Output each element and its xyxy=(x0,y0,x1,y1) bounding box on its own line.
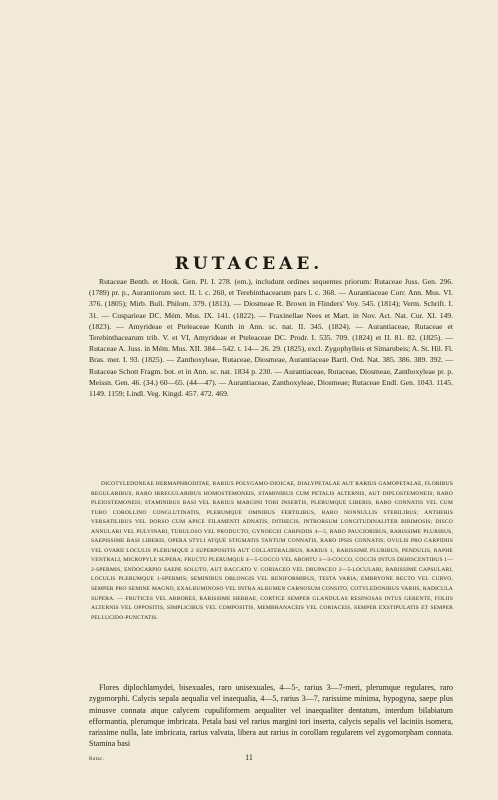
page-number: 11 xyxy=(245,753,253,762)
family-title: RUTACEAE. xyxy=(174,254,324,274)
synonymy-paragraph: Rutaceae Benth. et Hook. Gen. Pl. I. 278. (em.), includunt ordines sequentes priorum: Rutaceae Juss. Gen. 296. (1789) pr. p., Aurantiorum sect. II. l. c. 260, et Terebinthacearum pars l. c. 368. — Aurantiaceae Corr. Ann. Mus. VI. 376. (1805); Mirb. Bull. Philom. 379. (1813). — Diosmeae R. Brown in Flinders' Voy. 545. (1814); Verm. Schrift. I. 31. — Cusparieae DC. Mém. Mus. IX. 141. (1822). — Fraxinellae Nees et Mart. in Nov. Act. Nat. Cur. XI. 149. (1823). — Amyrideae et Pteleaceae Kunth in Ann. sc. nat. II. 345. (1824). — Aurantiaceae, Rutaceae et Terebinthacearum trib. V. et VI, Amyrideae et Pteleaceae DC. Prodr. I. 535. 709. (1824) et II. 81. 82. (1825). — Rutaceae A. Juss. in Mém. Mus. XII. 384—542. t. 14— 26. 29. (1825), excl. Zygophylleis et Simarubeis; A. St. Hil. Fl. Bras. mer. I. 93. (1825). — Zanthoxyleae, Rutaceae, Diosmeae, Aurantiaceae Bartl. Ord. Nat. 385. 386. 389. 392. — Rutaceae Schott Fragm. bot. et in Ann. sc. nat. 1834 p. 230. — Aurantiaceae, Rutaceae, Diosmeae, Zanthoxyleae pr. p. Meissn. Gen. 46. (34.) 60—65. (44—47). — Aurantiaceae, Zanthoxyleae, Diosmeae; Rutaceae Endl. Gen. 1043. 1145. 1149. 1159; Lindl. Veg. Kingd. 457. 472. 469. xyxy=(89,277,453,399)
body-paragraph: Flores diplochlamydei, bisexuales, raro unisexuales, 4—5-, rarius 3—7-meri, plerumque regulares, raro zygomorphi. Calycis sepala aequalia vel inaequalia, 4—5, rarius 3—7, rarissime minima, hypogyna, saepe plus minusve connata atque calycem cupuliformem aequaliter vel inaequaliter dentatum, interdum bilabiatum efformantia, plerumque imbricata. Petala basi vel rarius margini tori inserta, calycis sepalis vel laciniis isomera, rarissime nulla, late imbricata, rarius valvata, libera aut rarius in corollam regularem vel zygomorpham connata. Stamina basi xyxy=(89,683,453,749)
signature-mark: Rutac. xyxy=(89,757,105,762)
family-description: DICOTYLEDONEAE HERMAPHRODITAE, RARIUS POLYGAMO-DIOICAE, DIALYPETALAE AUT RARIUS GAMOPETALAE, FLORIBUS REGULARIBUS, RARO IRREGULARIBUS HOMOSTEMONEIS, STAMINIBUS CUM PETALIS ALTERNIS, AUT DIPLOSTEMONEIS; RARO PLEIOSTEMONEIS; STAMINIBUS BASI VEL RARIUS MARGINI TORI INSERTIS, PLERUMQUE LIBERIS, RARO CONNATIS VEL CUM TUBO COROLLINO CONGLUTINATIS, PLERUMQUE OMNIBUS FERTILIBUS, RARO NONNULLIS STERILIBUS; ANTHERIS VERSATILIBUS VEL DORSO CUM APICE FILAMENTI ADNATIS, DITHECIS, INTRORSUM LONGITUDINALITER BIRIMOSIS; DISCO ANNULARI VEL PULVINARI, TUBULOSO VEL PRODUCTO; GYNOECEI CARPIDIIS 4—5, RARO PAUCIORIBUS, RARISSIME PLURIBUS, SAEPISSIME BASI LIBERIS, OPERA STYLI ATQUE STIGMATIS TANTUM CONNATIS, RARO IPSIS CONNATIS; OVULIS PRO CARPIDIIS VEL OVARII LOCULIS PLERUMQUE 2 SUPERPOSITIS AUT COLLATERALIBUS, RARIUS 1, RARISSIME PLURIBUS, PENDULIS, RAPHE VENTRALI, MICROPYLE SUPERA; FRUCTU PLERUMQUE 4—5-COCCO VEL ABORTU 1—3-COCCO, COCCIS INTUS DEHISCENTIBUS 1—2-SPERMIS, ENDOCARPIO SAEPE SOLUTO, AUT BACCATO V. CORIACEO VEL DRUPACEO 2—5-LOCULARI, RARISSIME CAPSULARI, LOCULIS PLERUMQUE 1-SPERMIS; SEMINIBUS OBLONGIS VEL RENIFORMIBUS, TESTA VARIA; EMBRYONE RECTO VEL CURVO, SEMPER PRO SEMINE MAGNO, EXALBUMINOSO VEL INTRA ALBUMEN CARNOSUM CONSITO, COTYLEDONIBUS VARIIS, RADICULA SUPERA. — FRUTICES VEL ARBORES, RARISSIME HERBAE, CORTICE SEMPER GLANDULAS RESINOSAS INTUS GERENTE, FOLIIS ALTERNIS VEL OPPOSITIS, SIMPLICIBUS VEL COMPOSITIS, MEMBRANACEIS VEL CORIACEIS, SEMPER EXSTIPULATIS ET SEMPER PELLUCIDO-PUNCTATIS. xyxy=(91,481,453,621)
